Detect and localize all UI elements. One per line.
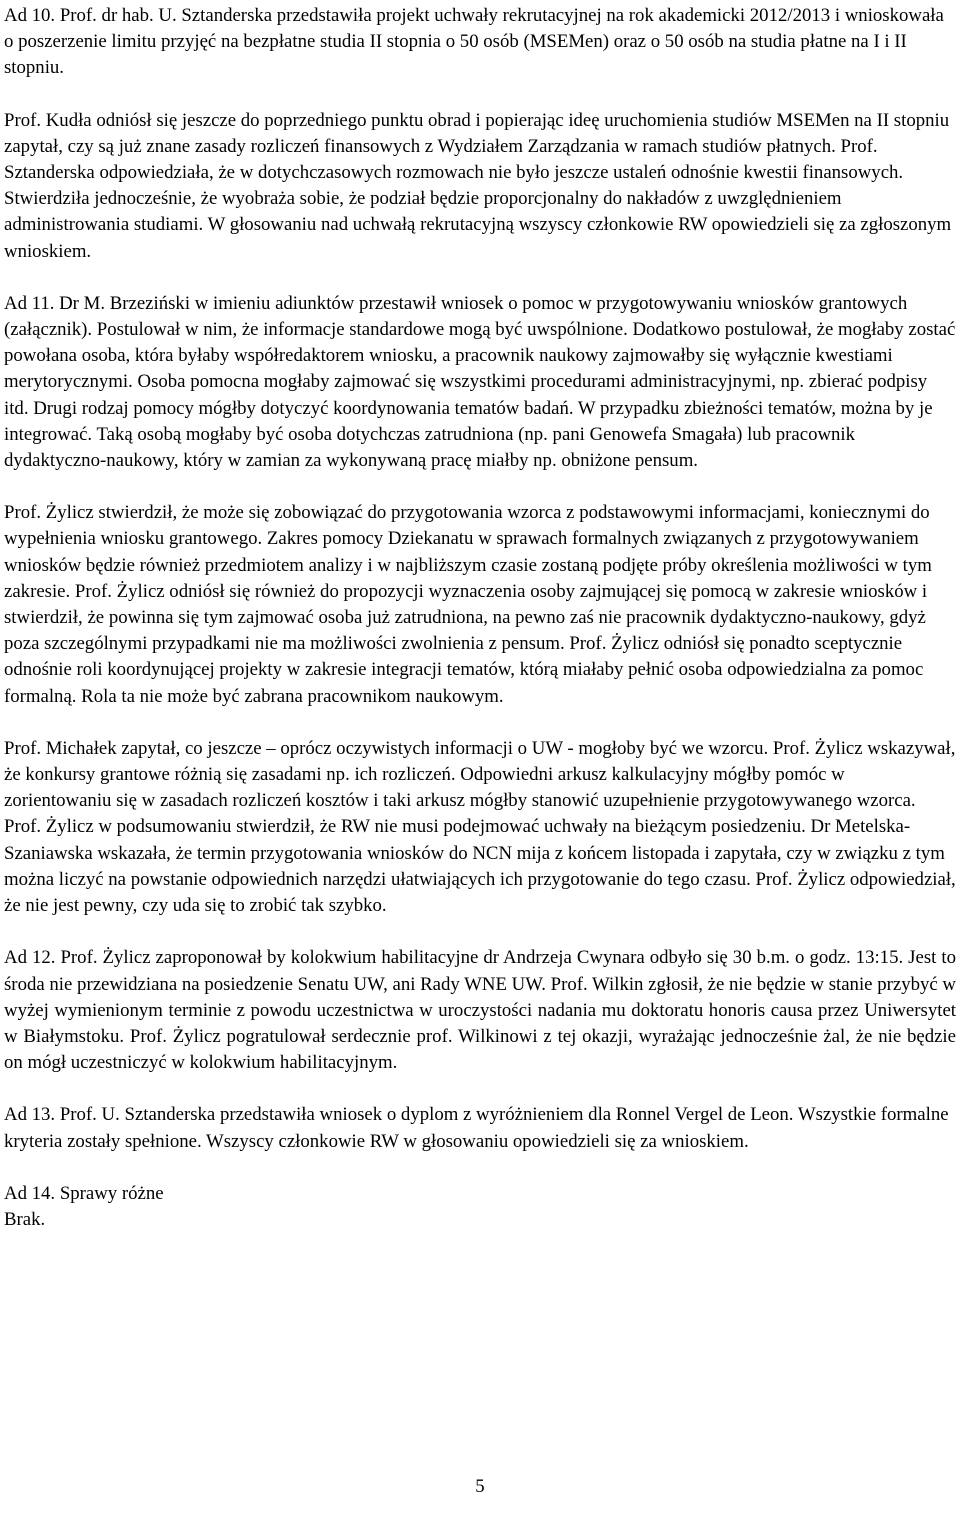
document-body	[4, 3, 956, 1233]
paragraph-ad-13: Ad 13. Prof. U. Sztanderska przedstawiła wniosek o dyplom z wyróżnieniem dla Ronnel Vergel de Leon. Wszystkie formalne kryteria zostały spełnione. Wszyscy członkowie RW w głosowaniu opowiedzieli się za wnioskiem.	[4, 1104, 949, 1152]
paragraph-ad-10: Ad 10. Prof. dr hab. U. Sztanderska przedstawiła projekt uchwały rekrutacyjnej na rok akademicki 2012/2013 i wnioskowała o poszerzenie limitu przyjęć na bezpłatne studia II stopnia o 50 osób (MSEMen) oraz o 50 osób na studia płatne na I i II stopniu.	[4, 5, 944, 79]
paragraph-kudla-question: Prof. Kudła odniósł się jeszcze do poprzedniego punktu obrad i popierając ideę uruchomienia studiów MSEMen na II stopniu zapytał, czy są już znane zasady rozliczeń finansowych z Wydziałem Zarządzania w ramach studiów płatnych. Prof. Sztanderska odpowiedziała, że w dotychczasowych rozmowach nie było jeszcze ustaleń odnośnie kwestii finansowych. Stwierdziła jednocześnie, że wyobraża sobie, że podział będzie proporcjonalny do nakładów z uwzględnieniem administrowania studiami. W głosowaniu nad uchwałą rekrutacyjną wszyscy członkowie RW opowiedzieli się za zgłoszonym wnioskiem.	[4, 109, 952, 262]
paragraph-michalek-question: Prof. Michałek zapytał, co jeszcze – oprócz oczywistych informacji o UW - mogłoby być we wzorcu. Prof. Żylicz wskazywał, że konkursy grantowe różnią się zasadami np. ich rozliczeń. Odpowiedni arkusz kalkulacyjny mógłby pomóc w zorientowaniu się w zasadach rozliczeń kosztów i taki arkusz mógłby stanowić uzupełnienie przygotowywanego wzorca. Prof. Żylicz w podsumowaniu stwierdził, że RW nie musi podejmować uchwały na bieżącym posiedzeniu. Dr Metelska-Szaniawska wskazała, że termin przygotowania wniosków do NCN mija z końcem listopada i zapytała, czy w związku z tym można liczyć na powstanie odpowiednich narzędzi ułatwiających ich przygotowanie do tego czasu. Prof. Żylicz odpowiedział, że nie jest pewny, czy uda się to zrobić tak szybko.	[4, 737, 956, 917]
page-number: 5	[475, 1476, 485, 1497]
paragraph-ad-14-body: Brak.	[4, 1208, 46, 1230]
paragraph-ad-11: Ad 11. Dr M. Brzeziński w imieniu adiunktów przestawił wniosek o pomoc w przygotowywaniu wniosków grantowych (załącznik). Postulował w nim, że informacje standardowe mogą być uwspólnione. Dodatkowo postulował, że mogłaby zostać powołana osoba, która byłaby współredaktorem wniosku, a pracownik naukowy zajmowałby się wyłącznie kwestiami merytorycznymi. Osoba pomocna mogłaby zajmować się wszystkimi procedurami administracyjnymi, np. zbierać podpisy itd. Drugi rodzaj pomocy mógłby dotyczyć koordynowania tematów badań. W przypadku zbieżności tematów, można by je integrować. Taką osobą mogłaby być osoba dotychczas zatrudniona (np. pani Genowefa Smagała) lub pracownik dydaktyczno-naukowy, który w zamian za wykonywaną pracę miałby np. obniżone pensum.	[4, 292, 956, 472]
paragraph-ad-12: Ad 12. Prof. Żylicz zaproponował by kolokwium habilitacyjne dr Andrzeja Cwynara odbyło się 30 b.m. o godz. 13:15. Jest to środa nie przewidziana na posiedzenie Senatu UW, ani Rady WNE UW. Prof. Wilkin zgłosił, że nie będzie w stanie przybyć w wyżej wymienionym terminie z powodu uczestnictwa w uroczystości nadania mu doktoratu honoris causa przez Uniwersytet w Białymstoku. Prof. Żylicz pogratulował serdecznie prof. Wilkinowi z tej okazji, wyrażając jednocześnie żal, że nie będzie on mógł uczestniczyć w kolokwium habilitacyjnym.	[4, 947, 956, 1074]
paragraph-zylicz-response: Prof. Żylicz stwierdził, że może się zobowiązać do przygotowania wzorca z podstawowymi informacjami, koniecznymi do wypełnienia wniosku grantowego. Zakres pomocy Dziekanatu w sprawach formalnych związanych z przygotowywaniem wniosków będzie również przedmiotem analizy i w najbliższym czasie zostaną podjęte próby określenia możliwości w tym zakresie. Prof. Żylicz odniósł się również do propozycji wyznaczenia osoby zajmującej się pomocą w zakresie wniosków i stwierdził, że powinna się tym zajmować osoba już zatrudniona, na pewno zaś nie pracownik dydaktyczno-naukowy, gdyż poza szczególnymi przypadkami nie ma możliwości zwolnienia z pensum. Prof. Żylicz odniósł się ponadto sceptycznie odnośnie roli koordynującej projekty w zakresie integracji tematów, którą miałaby pełnić osoba odpowiedzialna za pomoc formalną. Rola ta nie może być zabrana pracownikom naukowym.	[4, 502, 932, 707]
paragraph-ad-14-heading: Ad 14. Sprawy różne	[4, 1182, 164, 1204]
